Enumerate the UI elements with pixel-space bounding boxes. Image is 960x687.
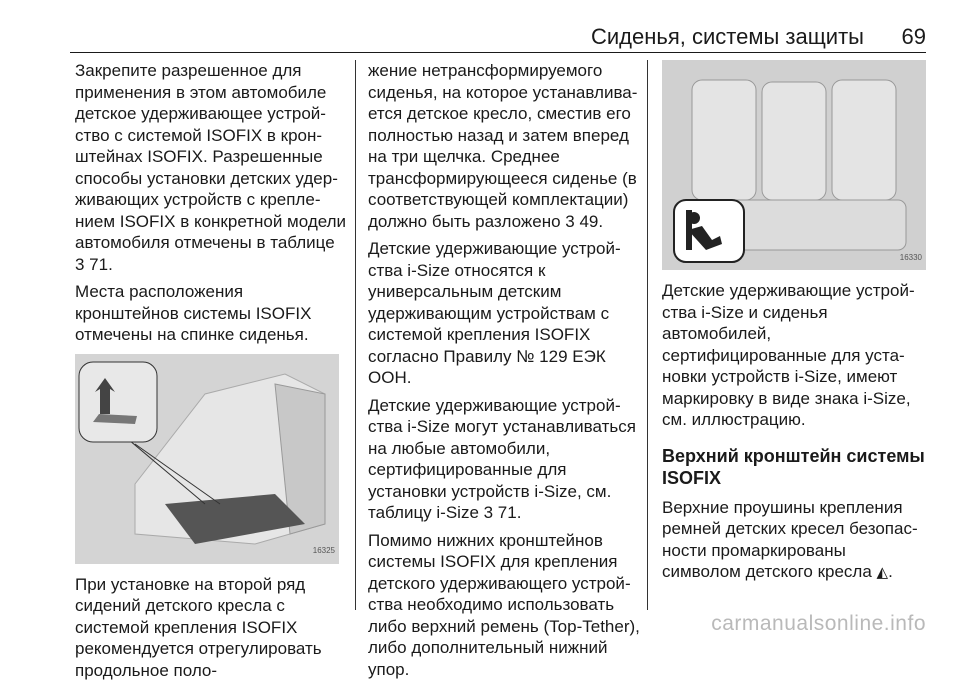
section-title: Сиденья, системы защиты [590, 24, 864, 49]
page-header [70, 0, 926, 53]
paragraph: жение нетрансформируемого сиденья, на которое устанавливается детское кресло, сместив его полностью назад и затем вперед на три щелчка. Среднее трансформирующееся сиденье (в соответствующей комплектации) должно быть разложено 3 49. [368, 61, 638, 231]
paragraph: Детские удерживающие устройства i-Size относятся к универсальным детским удерживающим устройствам с системой крепления ISOFIX согласно Правилу № 129 ЕЭК ООН. [368, 239, 621, 387]
page-number: 69 [901, 24, 926, 49]
column-divider [355, 60, 356, 610]
seat-drawing [75, 354, 339, 564]
rear-seats-drawing [662, 60, 926, 270]
isize-seats-illustration [662, 60, 926, 270]
section-heading: Верхний кронштейн системы ISOFIX [662, 445, 925, 488]
paragraph: Верхние проушины крепления ремней детских кресел безопасности промаркированы символом детского кресла ◭. [662, 497, 918, 581]
watermark: carmanualsonline.info [711, 612, 926, 635]
figure-number: 16325 [312, 546, 335, 555]
isize-icon [674, 200, 744, 262]
column-1 [75, 60, 347, 687]
paragraph: При установке на второй ряд сидений детского кресла с системой крепления ISOFIX рекомендуется отрегулировать продольное поло- [75, 574, 322, 680]
child-seat-icon: ◭ [876, 564, 889, 581]
column-divider [647, 60, 648, 610]
paragraph: Детские удерживающие устройства i-Size и сиденья автомобилей, сертифицированные для установки устройств i-Size, имеют маркировку в виде знака i-Size, см. иллюстрацию. [662, 281, 915, 429]
isofix-seat-illustration [75, 354, 339, 564]
paragraph: Закрепите разрешенное для применения в этом автомобиле детское удерживающее устройство с системой ISOFIX в кронштейнах ISOFIX. Разрешенные способы установки детских удерживающих устройств с креплением ISOFIX в конкретной модели автомобиля отмечены в таблице 3 71. [75, 61, 347, 274]
column-3 [662, 60, 927, 590]
column-2 [368, 60, 642, 686]
figure-number: 16330 [899, 252, 922, 262]
paragraph: Места расположения кронштейнов системы ISOFIX отмечены на спинке сиденья. [75, 282, 312, 344]
paragraph: Помимо нижних кронштейнов системы ISOFIX для крепления детского удерживающего устройства необходимо использовать либо верхний ремень (Top-Tether), либо дополнительный нижний упор. [368, 530, 640, 679]
paragraph: Детские удерживающие устройства i-Size могут устанавливаться на любые автомобили, сертифицированные для установки устройств i-Size, см. таблицу i-Size 3 71. [368, 395, 636, 522]
page-reference: 3 71. [75, 254, 113, 274]
